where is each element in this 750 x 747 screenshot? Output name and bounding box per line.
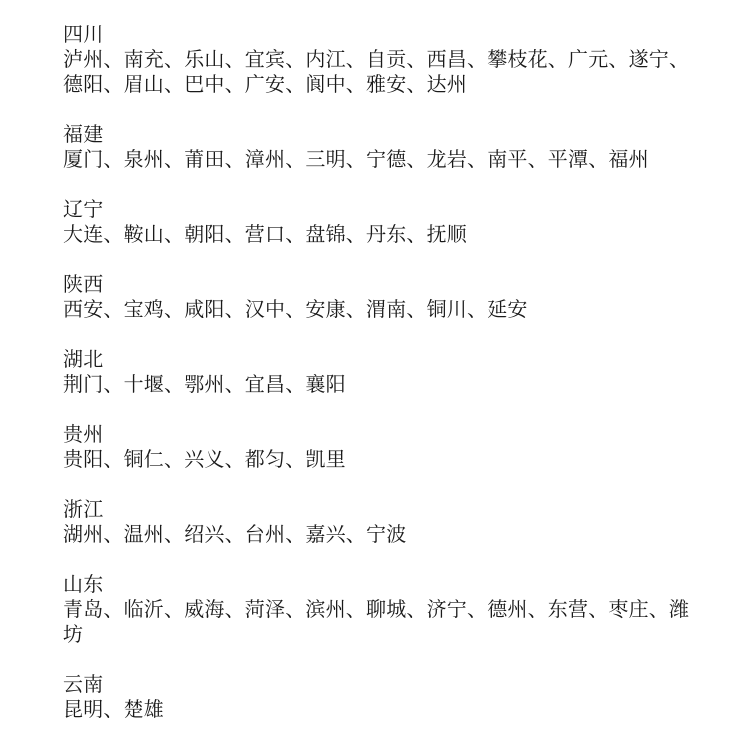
province-heading: 陕西 bbox=[63, 272, 104, 296]
document-body bbox=[63, 22, 703, 747]
section-sichuan bbox=[63, 22, 703, 97]
section-shaanxi bbox=[63, 272, 703, 322]
city-list: 贵阳、铜仁、兴义、都匀、凯里 bbox=[63, 447, 346, 471]
city-list: 湖州、温州、绍兴、台州、嘉兴、宁波 bbox=[63, 522, 407, 546]
section-zhejiang bbox=[63, 497, 703, 547]
city-list: 青岛、临沂、威海、菏泽、滨州、聊城、济宁、德州、东营、枣庄、潍坊 bbox=[63, 597, 690, 646]
city-list: 泸州、南充、乐山、宜宾、内江、自贡、西昌、攀枝花、广元、遂宁、德阳、眉山、巴中、广安、阆中、雅安、达州 bbox=[63, 47, 690, 96]
city-list: 大连、鞍山、朝阳、营口、盘锦、丹东、抚顺 bbox=[63, 222, 467, 246]
city-list: 西安、宝鸡、咸阳、汉中、安康、渭南、铜川、延安 bbox=[63, 297, 528, 321]
province-heading: 云南 bbox=[63, 672, 104, 696]
section-fujian bbox=[63, 122, 703, 172]
section-hubei bbox=[63, 347, 703, 397]
city-list: 厦门、泉州、莆田、漳州、三明、宁德、龙岩、南平、平潭、福州 bbox=[63, 147, 649, 171]
province-heading: 湖北 bbox=[63, 347, 104, 371]
section-shandong bbox=[63, 572, 703, 647]
province-heading: 浙江 bbox=[63, 497, 104, 521]
province-heading: 山东 bbox=[63, 572, 104, 596]
province-heading: 四川 bbox=[63, 22, 104, 46]
section-yunnan bbox=[63, 672, 703, 722]
province-heading: 贵州 bbox=[63, 422, 104, 446]
section-guizhou bbox=[63, 422, 703, 472]
city-list: 荆门、十堰、鄂州、宜昌、襄阳 bbox=[63, 372, 346, 396]
section-liaoning bbox=[63, 197, 703, 247]
city-list: 昆明、楚雄 bbox=[63, 697, 164, 721]
province-heading: 福建 bbox=[63, 122, 104, 146]
province-heading: 辽宁 bbox=[63, 197, 104, 221]
